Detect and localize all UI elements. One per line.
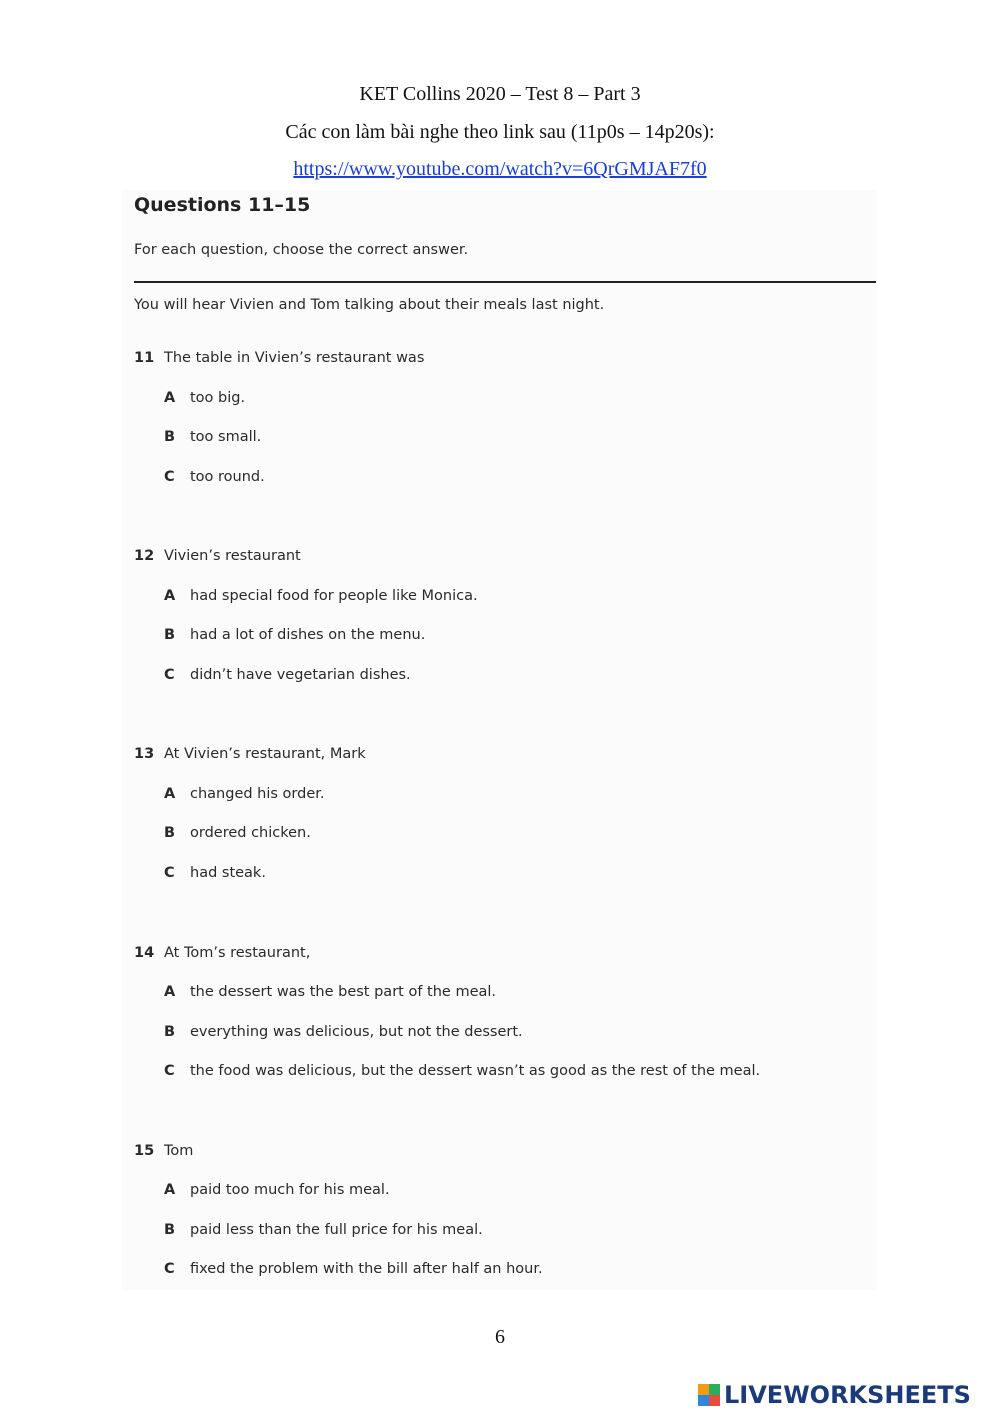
brand-name: LIVEWORKSHEETS	[724, 1381, 971, 1409]
option-letter: C	[164, 469, 175, 485]
liveworksheets-logo-icon	[698, 1384, 720, 1406]
option-letter: A	[164, 1182, 176, 1198]
option-text: the dessert was the best part of the meal.	[190, 984, 497, 1000]
option-text: fixed the problem with the bill after half an hour.	[190, 1261, 543, 1277]
q15-option-a[interactable]	[164, 1182, 390, 1198]
option-text: paid less than the full price for his meal.	[190, 1222, 483, 1238]
question-12	[134, 548, 301, 564]
q14-option-c[interactable]	[164, 1063, 760, 1079]
question-13	[134, 746, 366, 762]
q13-option-c[interactable]	[164, 865, 266, 881]
header-title: KET Collins 2020 – Test 8 – Part 3	[359, 83, 641, 105]
option-text: the food was delicious, but the dessert wasn’t as good as the rest of the meal.	[190, 1063, 761, 1079]
option-letter: A	[164, 786, 176, 802]
question-number: 12	[134, 548, 155, 564]
section-instruction: For each question, choose the correct answer.	[134, 242, 469, 258]
liveworksheets-footer	[698, 1381, 971, 1409]
q11-option-c[interactable]	[164, 469, 265, 485]
question-15	[134, 1143, 193, 1159]
question-stem: At Tom’s restaurant,	[164, 945, 311, 961]
option-letter: C	[164, 667, 175, 683]
option-letter: B	[164, 1024, 176, 1040]
option-text: had steak.	[190, 865, 266, 881]
option-letter: C	[164, 1063, 175, 1079]
q12-option-b[interactable]	[164, 627, 425, 643]
q13-option-a[interactable]	[164, 786, 325, 802]
option-letter: C	[164, 1261, 175, 1277]
question-number: 14	[134, 945, 155, 961]
question-stem: The table in Vivien’s restaurant was	[164, 350, 425, 366]
q11-option-a[interactable]	[164, 390, 245, 406]
question-number: 11	[134, 350, 155, 366]
q15-option-b[interactable]	[164, 1222, 483, 1238]
option-letter: B	[164, 825, 176, 841]
section-title: Questions 11–15	[134, 194, 311, 216]
option-text: ordered chicken.	[190, 825, 311, 841]
option-letter: A	[164, 588, 176, 604]
divider	[134, 281, 876, 283]
q11-option-b[interactable]	[164, 429, 261, 445]
question-14	[134, 945, 310, 961]
question-number: 15	[134, 1143, 155, 1159]
page-number: 6	[495, 1326, 505, 1348]
option-letter: A	[164, 390, 176, 406]
question-stem: Tom	[164, 1143, 194, 1159]
question-stem: At Vivien’s restaurant, Mark	[164, 746, 366, 762]
header-instructions: Các con làm bài nghe theo link sau (11p0s – 14p20s):	[285, 121, 715, 143]
q14-option-a[interactable]	[164, 984, 496, 1000]
option-text: had a lot of dishes on the menu.	[190, 627, 426, 643]
option-text: paid too much for his meal.	[190, 1182, 390, 1198]
option-text: too big.	[190, 390, 246, 406]
option-letter: B	[164, 1222, 176, 1238]
option-letter: C	[164, 865, 175, 881]
youtube-link[interactable]: https://www.youtube.com/watch?v=6QrGMJAF7f0	[293, 158, 707, 180]
question-11	[134, 350, 424, 366]
option-text: everything was delicious, but not the dessert.	[190, 1024, 523, 1040]
q13-option-b[interactable]	[164, 825, 311, 841]
option-text: had special food for people like Monica.	[190, 588, 478, 604]
option-text: changed his order.	[190, 786, 325, 802]
q14-option-b[interactable]	[164, 1024, 523, 1040]
q15-option-c[interactable]	[164, 1261, 543, 1277]
section-context: You will hear Vivien and Tom talking about their meals last night.	[134, 297, 605, 313]
question-stem: Vivien’s restaurant	[164, 548, 301, 564]
option-letter: A	[164, 984, 176, 1000]
option-text: too small.	[190, 429, 262, 445]
option-text: didn’t have vegetarian dishes.	[190, 667, 411, 683]
option-letter: B	[164, 429, 176, 445]
q12-option-a[interactable]	[164, 588, 478, 604]
option-letter: B	[164, 627, 176, 643]
q12-option-c[interactable]	[164, 667, 411, 683]
question-number: 13	[134, 746, 155, 762]
option-text: too round.	[190, 469, 265, 485]
